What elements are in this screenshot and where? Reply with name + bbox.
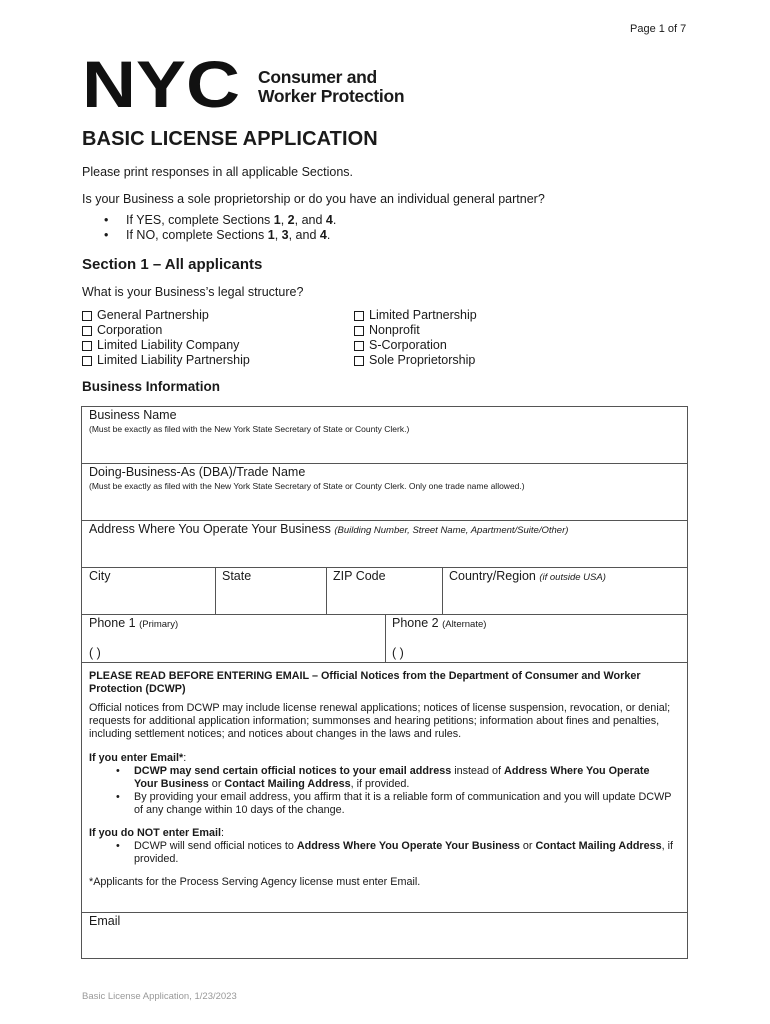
if-not-enter-email-heading: If you do NOT enter Email: xyxy=(89,827,224,839)
business-information-heading: Business Information xyxy=(82,379,221,394)
country-label: Country/Region (if outside USA) xyxy=(449,569,606,583)
option-sole-proprietorship[interactable]: Sole Proprietorship xyxy=(354,353,477,368)
process-serving-footnote: *Applicants for the Process Serving Agency license must enter Email. xyxy=(89,876,421,888)
enter-email-bullet-1: • DCWP may send certain official notices to your email address instead of Address Where You Operate Your Business or Contact Mailing Address, if provided. xyxy=(116,765,650,790)
sole-proprietor-question: Is your Business a sole proprietorship or do you have an individual general partner? xyxy=(82,192,545,206)
page-number: Page 1 of 7 xyxy=(630,23,687,35)
checkbox[interactable] xyxy=(354,311,364,321)
option-llc[interactable]: Limited Liability Company xyxy=(82,338,250,353)
email-notice-body: Official notices from DCWP may include license renewal applications; notices of license suspension, revocation, or denial; requests for additional application information; summonses and hearing petitions; information about fines and penalties, including settlement notices; and notices about changes in the laws and rules. xyxy=(89,702,671,740)
city-label: City xyxy=(89,569,111,583)
dcwp-logo xyxy=(82,52,422,112)
business-name-label: Business Name xyxy=(89,408,177,422)
email-notice xyxy=(82,663,687,913)
checkbox[interactable] xyxy=(82,356,92,366)
not-enter-email-bullet: • DCWP will send official notices to Address Where You Operate Your Business or Contact Mailing Address, if provided. xyxy=(116,840,674,865)
phone-1-input[interactable]: ( ) xyxy=(89,646,101,660)
agency-name: Consumer and Worker Protection xyxy=(258,67,405,106)
print-instruction: Please print responses in all applicable Sections. xyxy=(82,165,353,179)
enter-email-bullet-2: • By providing your email address, you affirm that it is a reliable form of communication and you will update DCWP of any change within 10 days of the change. xyxy=(116,791,672,816)
legal-structure-options-right xyxy=(354,308,477,368)
business-information-form xyxy=(81,406,688,959)
checkbox[interactable] xyxy=(354,356,364,366)
option-general-partnership[interactable]: General Partnership xyxy=(82,308,250,323)
zip-label: ZIP Code xyxy=(333,569,386,583)
business-address-label: Address Where You Operate Your Business (Building Number, Street Name, Apartment/Suite/Other) xyxy=(89,522,569,536)
email-label: Email xyxy=(89,914,121,928)
option-s-corporation[interactable]: S-Corporation xyxy=(354,338,477,353)
section-1-heading: Section 1 – All applicants xyxy=(82,256,263,273)
dba-label: Doing-Business-As (DBA)/Trade Name xyxy=(89,465,306,479)
checkbox[interactable] xyxy=(82,326,92,336)
phone-2-input[interactable]: ( ) xyxy=(392,646,404,660)
state-label: State xyxy=(222,569,252,583)
email-field[interactable] xyxy=(82,913,687,958)
legal-structure-options-left xyxy=(82,308,250,368)
checkbox[interactable] xyxy=(354,341,364,351)
city-state-zip-row xyxy=(82,568,687,615)
option-llp[interactable]: Limited Liability Partnership xyxy=(82,353,250,368)
dba-field[interactable] xyxy=(82,464,687,521)
option-corporation[interactable]: Corporation xyxy=(82,323,250,338)
legal-structure-question: What is your Business’s legal structure? xyxy=(82,285,304,299)
page-title: BASIC LICENSE APPLICATION xyxy=(82,128,378,150)
dba-note: (Must be exactly as filed with the New York State Secretary of State or County Clerk. Only one trade name allowed.) xyxy=(89,481,525,491)
checkbox[interactable] xyxy=(354,326,364,336)
svg-text:NYC: NYC xyxy=(82,52,240,112)
nyc-logo-mark xyxy=(82,52,244,112)
business-name-note: (Must be exactly as filed with the New York State Secretary of State or County Clerk.) xyxy=(89,424,410,434)
business-name-field[interactable] xyxy=(82,407,687,464)
email-notice-heading: PLEASE READ BEFORE ENTERING EMAIL – Official Notices from the Department of Consumer and Worker Protection (DCWP) xyxy=(89,670,641,695)
business-address-field[interactable] xyxy=(82,521,687,568)
checkbox[interactable] xyxy=(82,311,92,321)
option-nonprofit[interactable]: Nonprofit xyxy=(354,323,477,338)
if-enter-email-heading: If you enter Email*: xyxy=(89,752,187,764)
option-limited-partnership[interactable]: Limited Partnership xyxy=(354,308,477,323)
phone-1-label: Phone 1 (Primary) xyxy=(89,616,179,630)
checkbox[interactable] xyxy=(82,341,92,351)
page-footer: Basic License Application, 1/23/2023 xyxy=(82,991,237,1002)
phone-2-label: Phone 2 (Alternate) xyxy=(392,616,487,630)
phone-row xyxy=(82,615,687,663)
